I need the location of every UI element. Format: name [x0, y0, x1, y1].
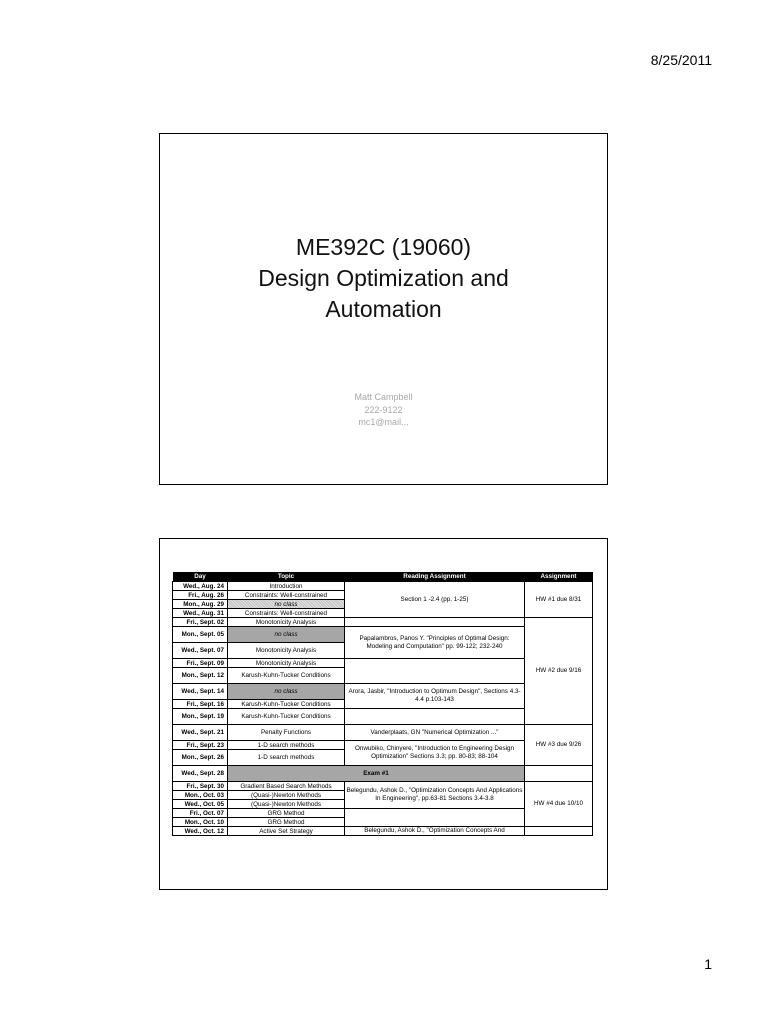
assignment-cell: HW #3 due 9/26: [525, 725, 593, 766]
reading-cell: Belegundu, Ashok D., "Optimization Concepts And Applications In Engineering", pp.63-81 Sections 3.4-3.8: [345, 782, 525, 809]
day-cell: Fri., Sept. 30: [173, 782, 228, 791]
reading-cell: [345, 709, 525, 725]
day-cell: Mon., Sept. 12: [173, 668, 228, 684]
instructor-info: [160, 391, 607, 429]
header-day: Day: [173, 572, 228, 582]
course-title: [160, 232, 607, 325]
day-cell: Wed., Sept. 07: [173, 643, 228, 659]
schedule-slide: [159, 538, 608, 890]
table-row: [173, 766, 593, 782]
page-date: 8/25/2011: [650, 52, 712, 68]
topic-cell: GRG Method: [228, 809, 345, 818]
day-cell: Mon., Sept. 05: [173, 627, 228, 643]
instructor-email: mc1@mail...: [358, 417, 409, 427]
reading-cell: [345, 659, 525, 684]
header-topic: Topic: [228, 572, 345, 582]
table-row: [173, 782, 593, 791]
table-row: [173, 827, 593, 836]
table-header-row: [173, 572, 593, 582]
day-cell: Wed., Sept. 28: [173, 766, 228, 782]
day-cell: Mon., Sept. 19: [173, 709, 228, 725]
topic-cell-no-class: no class: [228, 627, 345, 643]
day-cell: Fri., Sept. 23: [173, 741, 228, 750]
day-cell: Wed., Oct. 12: [173, 827, 228, 836]
table-row: [173, 725, 593, 741]
schedule-table: [172, 572, 593, 836]
day-cell: Wed., Oct. 05: [173, 800, 228, 809]
reading-cell: [345, 618, 525, 627]
topic-cell: Active Set Strategy: [228, 827, 345, 836]
reading-cell: Arora, Jasbir, "Introduction to Optimum Design", Sections 4.3-4.4 p.103-143: [345, 684, 525, 709]
header-assignment: Assignment: [525, 572, 593, 582]
topic-cell-no-class: no class: [228, 684, 345, 700]
topic-cell: (Quasi-)Newton Methods: [228, 800, 345, 809]
topic-cell: Constraints: Well-constrained: [228, 609, 345, 618]
day-cell: Fri., Oct. 07: [173, 809, 228, 818]
table-row: [173, 618, 593, 627]
topic-cell: Penalty Functions: [228, 725, 345, 741]
topic-cell: Monotonicity Analysis: [228, 618, 345, 627]
day-cell: Wed., Aug. 24: [173, 582, 228, 591]
topic-cell: Karush-Kuhn-Tucker Conditions: [228, 700, 345, 709]
topic-cell: Karush-Kuhn-Tucker Conditions: [228, 709, 345, 725]
topic-cell: GRG Method: [228, 818, 345, 827]
topic-cell: (Quasi-)Newton Methods: [228, 791, 345, 800]
day-cell: Mon., Oct. 10: [173, 818, 228, 827]
assignment-cell: HW #4 due 10/10: [525, 782, 593, 827]
topic-cell: Monotonicity Analysis: [228, 643, 345, 659]
exam-cell: Exam #1: [228, 766, 525, 782]
header-reading: Reading Assignment: [345, 572, 525, 582]
page-number: 1: [704, 956, 712, 972]
day-cell: Wed., Aug. 31: [173, 609, 228, 618]
day-cell: Mon., Oct. 03: [173, 791, 228, 800]
topic-cell: Constraints: Well-constrained: [228, 591, 345, 600]
course-title-line: Design Optimization and: [258, 265, 509, 291]
day-cell: Wed., Sept. 14: [173, 684, 228, 700]
reading-cell: Vanderplaats, GN "Numerical Optimization ...": [345, 725, 525, 741]
course-title-line: ME392C (19060): [295, 234, 472, 260]
topic-cell: 1-D search methods: [228, 741, 345, 750]
assignment-cell: [525, 766, 593, 782]
topic-cell: 1-D search methods: [228, 750, 345, 766]
topic-cell: Gradient Based Search Methods: [228, 782, 345, 791]
topic-cell-no-class: no class: [228, 600, 345, 609]
assignment-cell: HW #2 due 9/16: [525, 618, 593, 725]
day-cell: Fri., Sept. 09: [173, 659, 228, 668]
assignment-cell: [525, 827, 593, 836]
day-cell: Fri., Aug. 26: [173, 591, 228, 600]
reading-cell: Belegundu, Ashok D., "Optimization Concepts And: [345, 827, 525, 836]
day-cell: Fri., Sept. 16: [173, 700, 228, 709]
day-cell: Wed., Sept. 21: [173, 725, 228, 741]
assignment-cell: HW #1 due 8/31: [525, 582, 593, 618]
topic-cell: Introduction: [228, 582, 345, 591]
table-row: [173, 582, 593, 591]
day-cell: Mon., Sept. 26: [173, 750, 228, 766]
topic-cell: Monotonicity Analysis: [228, 659, 345, 668]
day-cell: Fri., Sept. 02: [173, 618, 228, 627]
course-title-line: Automation: [325, 296, 442, 322]
instructor-phone: 222-9122: [364, 404, 403, 415]
reading-cell: Onwubiko, Chinyere, "Introduction to Engineering Design Optimization" Sections 3.3; pp. 80-83; 88-104: [345, 741, 525, 766]
reading-cell: Papalambros, Panos Y. "Principles of Optimal Design: Modeling and Computation" pp. 99-122; 232-240: [345, 627, 525, 659]
topic-cell: Karush-Kuhn-Tucker Conditions: [228, 668, 345, 684]
title-slide: [159, 133, 608, 485]
instructor-name: Matt Campbell: [354, 392, 413, 402]
reading-cell: [345, 809, 525, 827]
reading-cell: Section 1 -2.4 (pp. 1-25): [345, 582, 525, 618]
day-cell: Mon., Aug. 29: [173, 600, 228, 609]
